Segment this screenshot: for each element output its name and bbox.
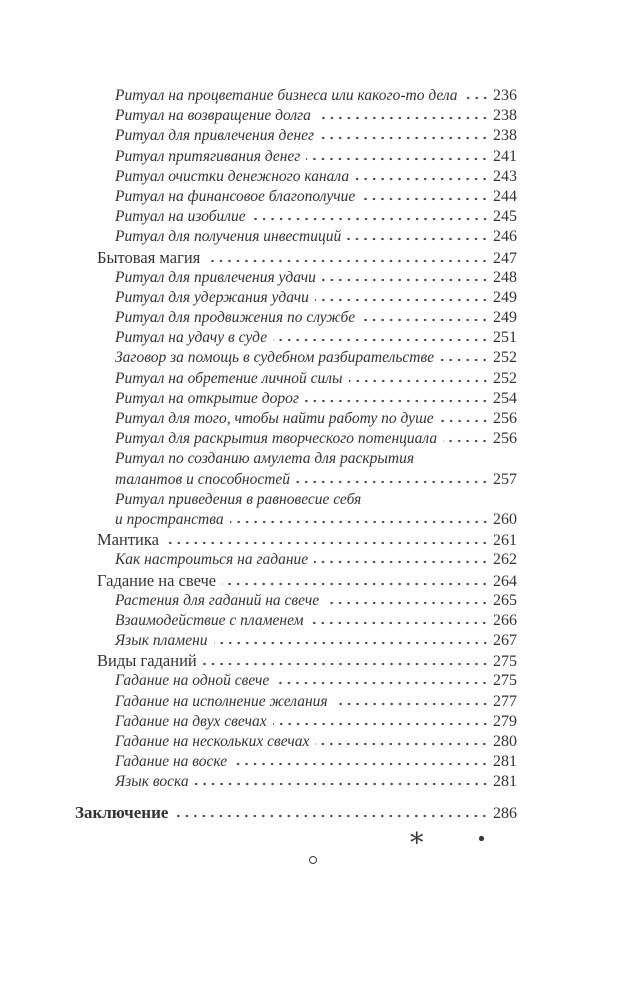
dot-leader — [361, 318, 489, 322]
toc-entry — [75, 550, 517, 570]
decorative-asterisk-icon: * — [410, 828, 424, 859]
dot-leader — [355, 177, 489, 181]
toc-entry-page-number: 241 — [493, 147, 517, 165]
toc-entry-title: Язык пламени — [115, 632, 208, 650]
dot-leader — [320, 136, 489, 140]
toc-entry-page-number: 280 — [493, 733, 517, 750]
toc-entry-page-number: 257 — [493, 470, 517, 488]
toc-entry-title: Ритуал на изобилие — [115, 208, 246, 226]
dot-leader — [349, 379, 490, 383]
toc-entry-page-number: 286 — [493, 804, 517, 822]
toc-entry-title: и пространства — [115, 510, 224, 528]
decorative-circle-icon — [309, 856, 317, 864]
dot-leader — [296, 480, 489, 484]
dot-leader — [322, 278, 489, 282]
toc-entry-page-number: 249 — [493, 309, 517, 327]
toc-entry-title: Гадание на нескольких свечах — [115, 733, 310, 750]
dot-leader — [314, 560, 489, 564]
dot-leader — [440, 419, 489, 423]
toc-entry-title: Гадание на исполнение желания — [115, 692, 328, 710]
dot-leader — [440, 358, 489, 362]
dot-leader — [315, 298, 489, 302]
toc-entry-page-number: 275 — [493, 653, 517, 671]
dot-leader — [275, 681, 489, 685]
dot-leader — [233, 762, 489, 766]
dot-leader — [222, 582, 489, 586]
toc-entry — [75, 449, 517, 469]
toc-entry-title: Гадание на одной свече — [115, 672, 270, 690]
dot-leader — [325, 601, 489, 605]
dot-leader — [165, 541, 489, 545]
toc-entry — [75, 328, 517, 348]
toc-entry — [75, 227, 517, 247]
dot-leader — [443, 439, 489, 443]
toc-entry-page-number: 267 — [493, 632, 517, 650]
toc-entry-title: Ритуал на финансовое благополучие — [115, 187, 356, 205]
toc-entry — [75, 389, 517, 409]
toc-entry-title: Виды гаданий — [97, 651, 197, 671]
toc-entry-page-number: 245 — [493, 208, 517, 226]
toc-entry-page-number: 266 — [493, 611, 517, 629]
toc-entry-page-number: 256 — [493, 410, 517, 427]
toc-entry-page-number: 248 — [493, 268, 517, 286]
toc-entry — [75, 207, 517, 227]
toc-entry-page-number: 265 — [493, 591, 517, 609]
toc-entry — [75, 308, 517, 328]
toc-entry — [75, 429, 517, 449]
toc-entry-page-number: 238 — [493, 127, 517, 145]
toc-entry-title: Мантика — [97, 530, 159, 550]
toc-entry-title: Ритуал для продвижения по службе — [115, 309, 356, 327]
toc-entry-title: Взаимодействие с пламенем — [115, 611, 304, 629]
toc-entry-page-number: 264 — [493, 572, 517, 590]
toc-entry-page-number: 254 — [493, 389, 517, 407]
toc-entry-page-number: 275 — [493, 672, 517, 690]
toc-entry — [75, 248, 517, 268]
toc-entry-title: Гадание на воске — [115, 753, 228, 771]
toc-entry-title: Ритуал для удержания удачи — [115, 288, 309, 306]
toc-entry-title: Ритуал для привлечения удачи — [115, 268, 316, 286]
toc-entry-page-number: 247 — [493, 249, 517, 267]
toc-entry-title: Гадание на свече — [97, 570, 217, 590]
toc-entry-title: Ритуал для раскрытия творческого потенциала — [115, 430, 438, 448]
toc-entry — [75, 187, 517, 207]
toc-entry — [75, 86, 517, 106]
dot-leader — [195, 782, 489, 786]
toc-entry-page-number: 236 — [493, 87, 517, 104]
toc-entry-title: Ритуал на возвращение долга — [115, 107, 311, 125]
dot-leader — [273, 722, 489, 726]
dot-leader — [203, 662, 489, 666]
toc-entry-page-number: 249 — [493, 288, 517, 306]
dot-leader — [273, 338, 489, 342]
toc-entry — [75, 369, 517, 389]
toc-section-gap — [75, 793, 517, 803]
toc-entry-title: Ритуал на обретение личной силы — [115, 369, 343, 387]
dot-leader — [206, 259, 489, 263]
toc-entry-title: Как настроиться на гадание — [115, 551, 309, 569]
toc-entry — [75, 631, 517, 651]
toc-entry-page-number: 252 — [493, 349, 517, 367]
toc-entry — [75, 752, 517, 772]
toc-entry-page-number: 281 — [493, 773, 517, 791]
dot-leader — [305, 399, 489, 403]
dot-leader — [252, 217, 489, 221]
toc-entry — [75, 106, 517, 126]
toc-entry — [75, 470, 517, 490]
toc-entry — [75, 288, 517, 308]
dot-leader — [361, 197, 489, 201]
dot-leader — [317, 116, 489, 120]
toc-entry-title: Ритуал для получения инвестиций — [115, 228, 342, 246]
dot-leader — [334, 702, 489, 706]
dot-leader — [315, 742, 489, 746]
toc-entry-page-number: 260 — [493, 510, 517, 528]
toc-entry — [75, 571, 517, 591]
toc-entry-title: Ритуал притягивания денег — [115, 147, 301, 165]
toc-entry — [75, 268, 517, 288]
toc-entry — [75, 671, 517, 691]
toc-entry-title: Ритуал для того, чтобы найти работу по душе — [115, 410, 434, 427]
toc-entry — [75, 348, 517, 368]
dot-leader — [464, 96, 489, 100]
toc-entry — [75, 147, 517, 167]
dot-leader — [347, 237, 489, 241]
toc-entry-title: Гадание на двух свечах — [115, 712, 267, 730]
dot-leader — [230, 520, 489, 524]
toc-entry-page-number: 261 — [493, 532, 517, 550]
toc-entry-title: Ритуал очистки денежного канала — [115, 167, 350, 185]
dot-leader — [214, 641, 489, 645]
toc-entry — [75, 712, 517, 732]
toc-entry — [75, 803, 517, 823]
toc-entry — [75, 510, 517, 530]
toc-entry — [75, 692, 517, 712]
toc-entry — [75, 409, 517, 429]
toc-entry-page-number: 252 — [493, 369, 517, 387]
toc-entry-title: Ритуал на процветание бизнеса или какого-то дела — [115, 87, 458, 104]
toc-entry-title: Ритуал на удачу в суде — [115, 329, 268, 347]
toc-entry-title: Заговор за помощь в судебном разбирательстве — [115, 349, 435, 367]
toc-entry-page-number: 243 — [493, 167, 517, 185]
decorative-dot-icon — [479, 836, 484, 841]
toc-entry-title: Ритуал по созданию амулета для раскрытия — [115, 450, 415, 468]
toc-entry — [75, 651, 517, 671]
toc-entry — [75, 530, 517, 550]
toc-entry — [75, 591, 517, 611]
toc-entry-title: Растения для гаданий на свече — [115, 591, 320, 609]
toc-entry-title: Заключение — [75, 802, 169, 822]
toc-entry — [75, 732, 517, 752]
dot-leader — [174, 814, 489, 818]
table-of-contents — [75, 86, 517, 823]
toc-entry-page-number: 281 — [493, 753, 517, 771]
toc-entry-title: Ритуал для привлечения денег — [115, 127, 315, 145]
toc-entry-title: талантов и способностей — [115, 470, 291, 488]
toc-entry-page-number: 277 — [493, 692, 517, 710]
toc-entry-page-number: 244 — [493, 187, 517, 205]
toc-entry — [75, 126, 517, 146]
toc-entry-title: Ритуал на открытие дорог — [115, 389, 299, 407]
toc-entry — [75, 490, 517, 510]
toc-entry-page-number: 256 — [493, 430, 517, 448]
toc-entry — [75, 167, 517, 187]
toc-entry-title: Язык воска — [115, 773, 189, 791]
toc-entry-page-number: 251 — [493, 329, 517, 347]
dot-leader — [306, 157, 489, 161]
toc-entry-title: Бытовая магия — [97, 247, 201, 267]
toc-entry-page-number: 238 — [493, 107, 517, 125]
dot-leader — [309, 621, 489, 625]
toc-entry-page-number: 262 — [493, 551, 517, 569]
toc-entry-page-number: 279 — [493, 712, 517, 730]
toc-entry-title: Ритуал приведения в равновесие себя — [115, 490, 362, 508]
toc-entry-page-number: 246 — [493, 228, 517, 246]
toc-entry — [75, 611, 517, 631]
toc-entry — [75, 772, 517, 792]
